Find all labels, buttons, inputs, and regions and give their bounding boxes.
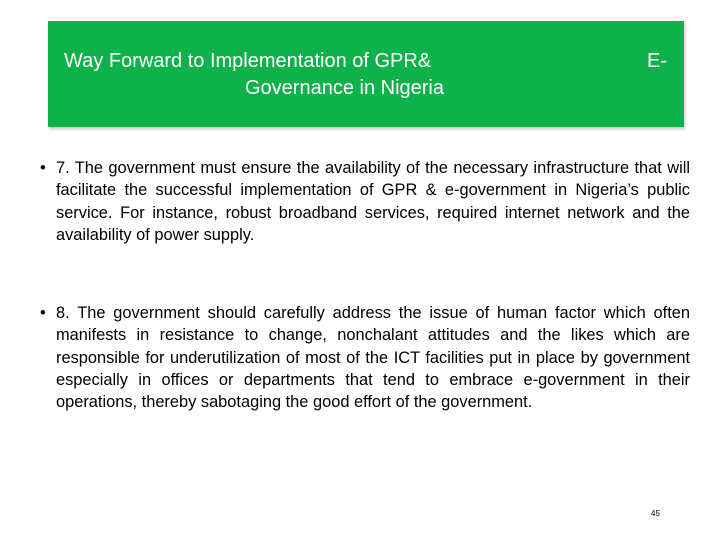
bullet-marker: •: [40, 304, 46, 322]
bullet-item-7: [40, 157, 690, 246]
bullet-text-8: 8. The government should carefully address the issue of human factor which often manifests in resistance to change, nonchalant attitudes and the likes which are responsible for underutilization of most of the ICT facilities put in place by government especially in offices or departments that tend to embrace e-government in their operations, thereby sabotaging the good effort of the government.: [56, 304, 690, 412]
slide-title-line1: Way Forward to Implementation of GPR&: [64, 50, 432, 72]
bullet-marker: •: [40, 159, 46, 177]
title-banner: [48, 21, 684, 127]
slide-title-line1-suffix: E-: [647, 50, 667, 72]
bullet-text-7: 7. The government must ensure the availability of the necessary infrastructure that will facilitate the successful implementation of GPR & e-government in Nigeria’s public service. For instance, robust broadband services, required internet network and the availability of power supply.: [56, 159, 690, 244]
slide-title-line2: Governance in Nigeria: [245, 77, 444, 99]
bullet-item-8: [40, 302, 690, 413]
page-number: 45: [651, 509, 660, 518]
